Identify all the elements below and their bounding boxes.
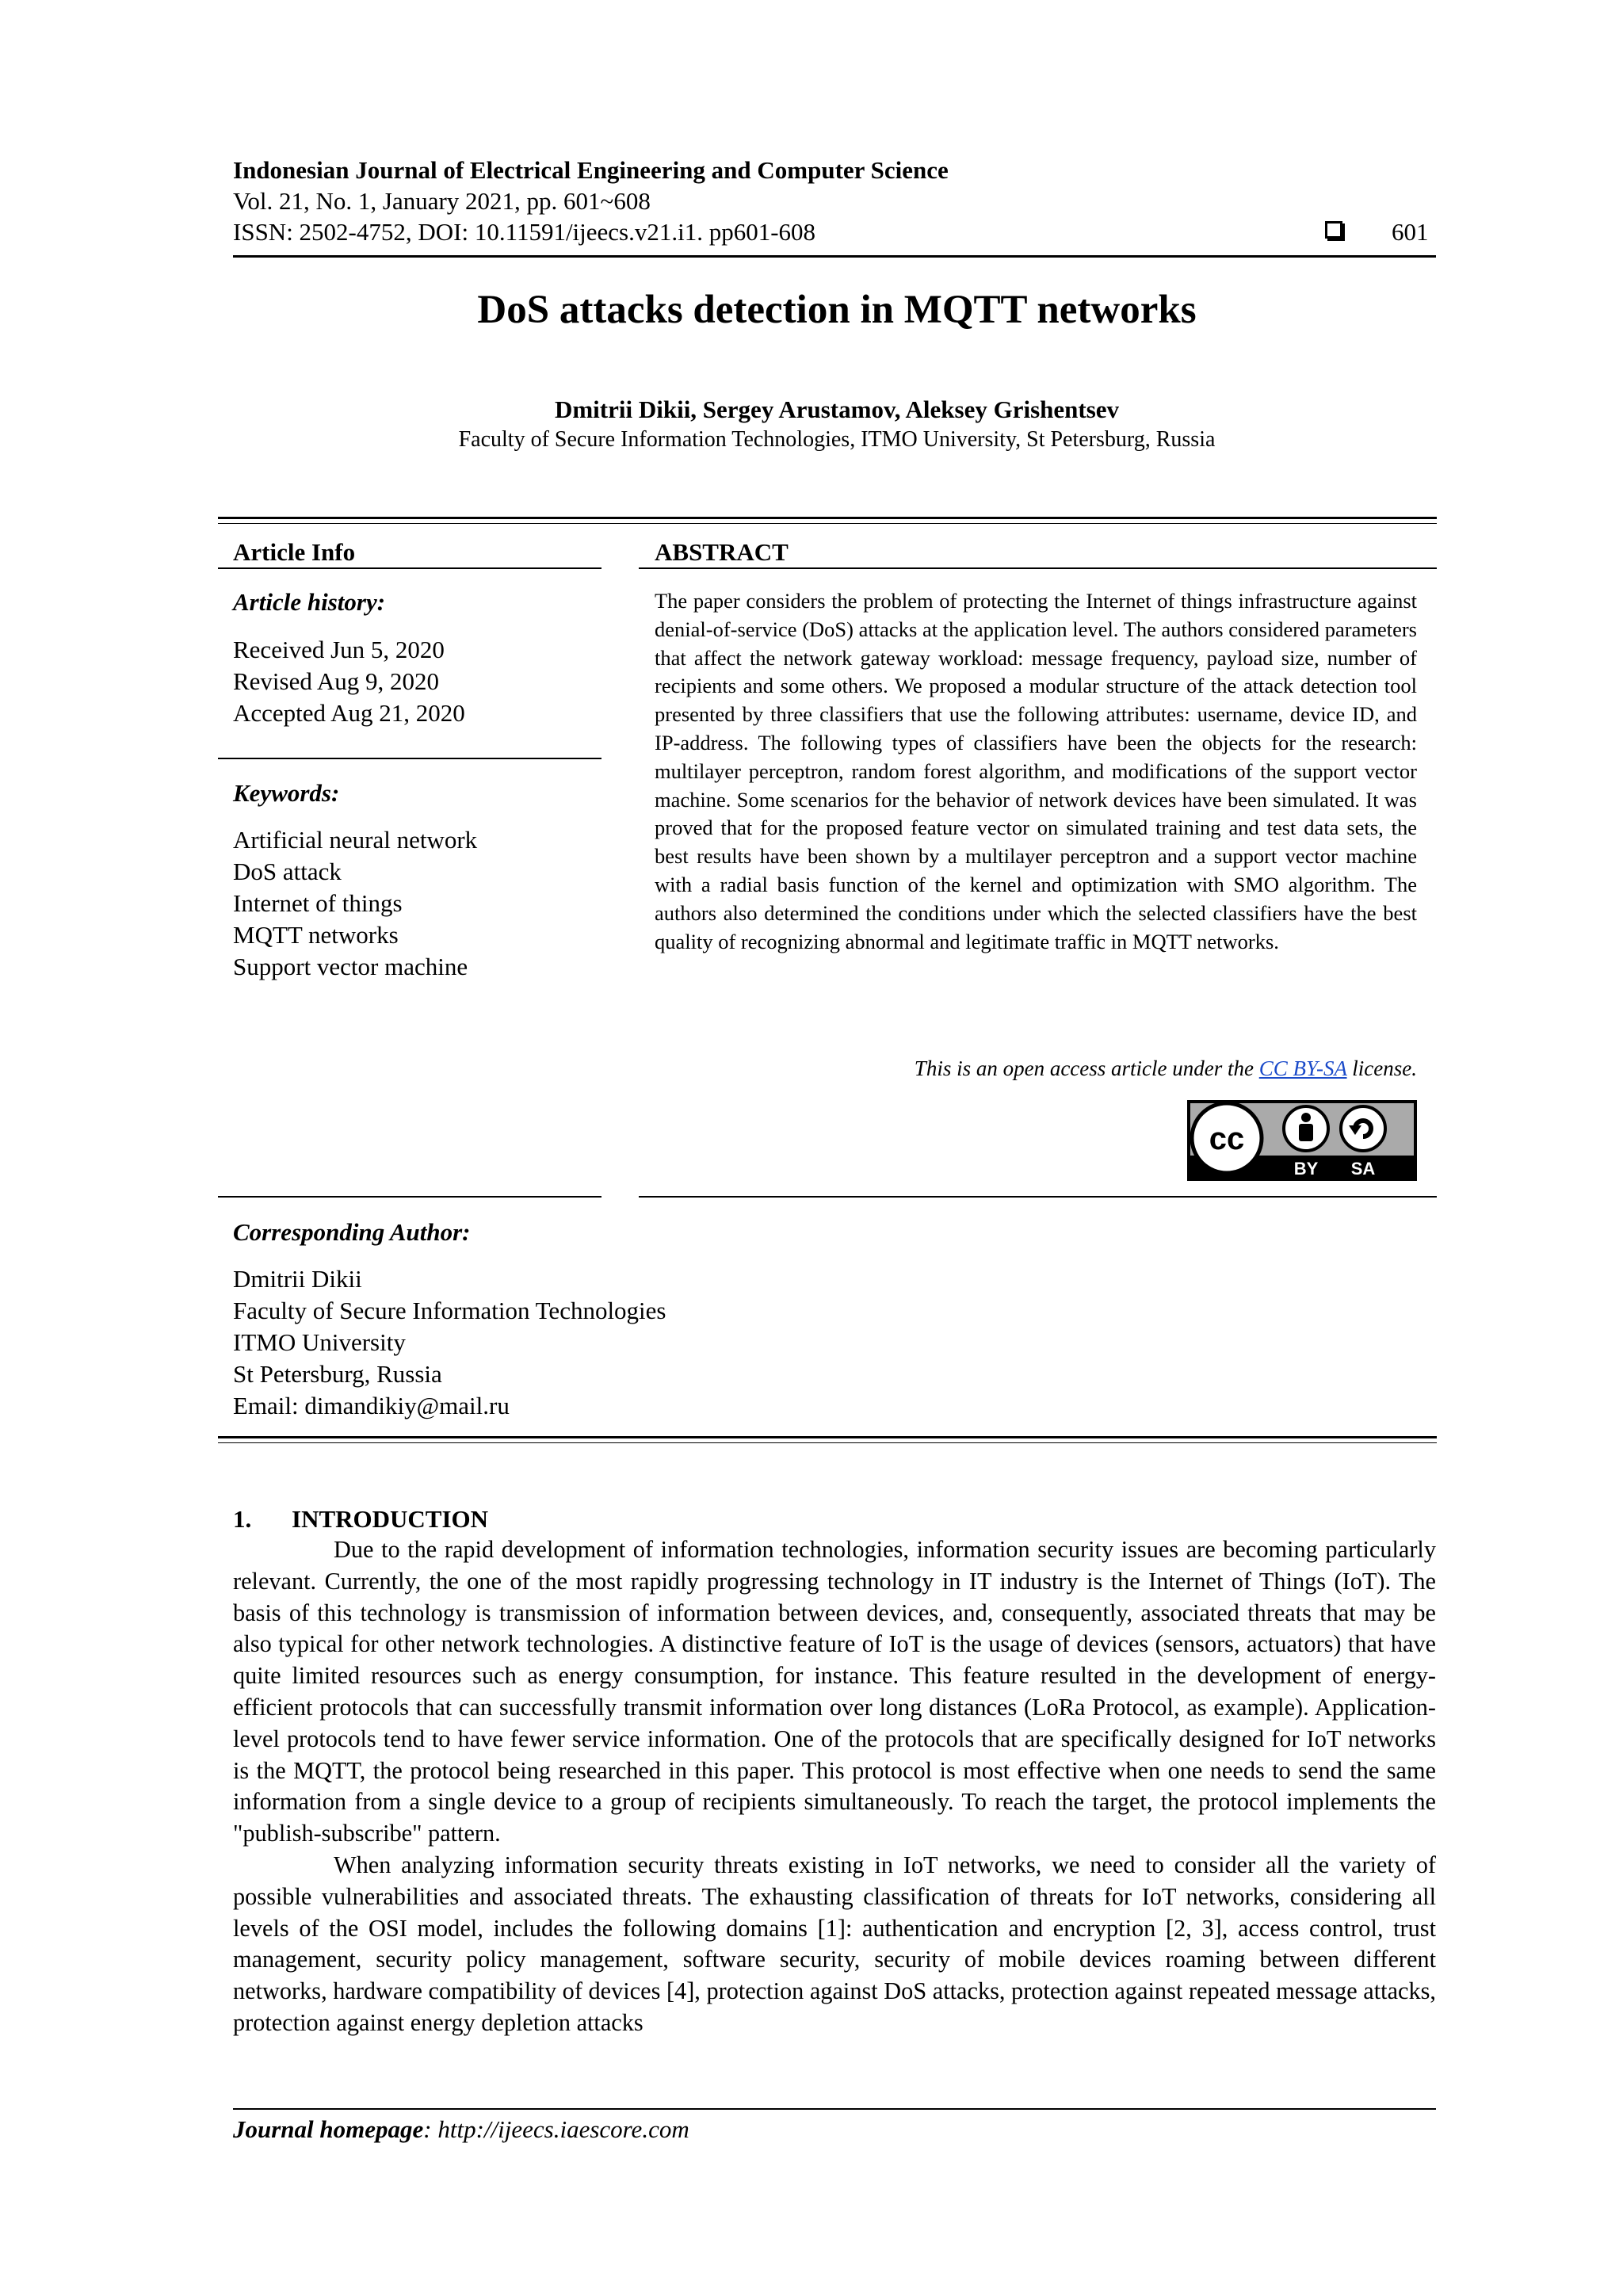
journal-homepage-footer bbox=[233, 2115, 689, 2145]
abstract-bottom-rule bbox=[639, 1196, 1437, 1198]
affiliation: Faculty of Secure Information Technologies, ITMO University, St Petersburg, Russia bbox=[458, 427, 1216, 452]
license-suffix: license. bbox=[1346, 1056, 1417, 1080]
share-alike-icon bbox=[1341, 1106, 1385, 1151]
history-revised: Revised Aug 9, 2020 bbox=[233, 667, 440, 695]
article-info-bottom-rule bbox=[218, 1196, 601, 1198]
page-number: 601 bbox=[1392, 218, 1429, 246]
article-info-heading: Article Info bbox=[233, 538, 356, 566]
paper-title: DoS attacks detection in MQTT networks bbox=[477, 288, 1197, 332]
abstract-text: The paper considers the problem of protecting the Internet of things infrastructure against denial-of-service (DoS) attacks at the application level. The authors considered parameters that affect the network gateway workload: message frequency, payload size, number of recipients and some others. We proposed a modular structure of the attack detection tool presented by three classifiers that use the following attributes: username, device ID, and IP-address. The following types of classifiers have been the objects for the research: multilayer perceptron, random forest algorithm, and modifications of the support vector machine. Some scenarios for the behavior of network devices have been simulated. It was proved that for the proposed feature vector on simulated training and test data sets, the best results have been shown by a multilayer perceptron and a support vector machine with a radial basis function of the kernel and optimization with SMO algorithm. The authors also determined the conditions under which the selected classifiers have the best quality of recognizing abnormal and legitimate traffic in MQTT networks. bbox=[655, 589, 1417, 953]
keyword-item: DoS attack bbox=[233, 858, 342, 885]
keyword-item: MQTT networks bbox=[233, 921, 399, 949]
keywords-list bbox=[233, 824, 477, 983]
body-paragraph: When analyzing information security threats existing in IoT networks, we need to consider all the variety of possible vulnerabilities and associated threats. The exhausting classification of threats for IoT networks, considering all levels of the OSI model, includes the following domains [1]: authentication and encryption [2, 3], access control, trust management, security policy management, software security, security of mobile devices roaming between different networks, hardware compatibility of devices [4], protection against DoS attacks, protection against repeated message attacks, protection against energy depletion attacks bbox=[233, 1851, 1436, 2036]
introduction-body bbox=[233, 1534, 1436, 2039]
corr-city: St Petersburg, Russia bbox=[233, 1360, 442, 1388]
corr-faculty: Faculty of Secure Information Technologies bbox=[233, 1297, 666, 1324]
info-box-top-rule-thin bbox=[218, 523, 1437, 524]
corr-email: Email: dimandikiy@mail.ru bbox=[233, 1392, 510, 1419]
corr-name: Dmitrii Dikii bbox=[233, 1265, 362, 1293]
header-rule bbox=[233, 255, 1436, 258]
info-box-bottom-rule bbox=[218, 1436, 1437, 1438]
volume-line: Vol. 21, No. 1, January 2021, pp. 601~608 bbox=[233, 187, 651, 215]
license-statement bbox=[655, 1054, 1417, 1083]
introduction-heading bbox=[233, 1504, 488, 1534]
keywords-heading: Keywords: bbox=[233, 779, 340, 807]
article-info-underline bbox=[218, 567, 601, 569]
cc-by-sa-badge[interactable] bbox=[1187, 1100, 1417, 1181]
cc-icon-text: cc bbox=[1209, 1121, 1245, 1156]
section-title: INTRODUCTION bbox=[292, 1505, 489, 1533]
body-paragraph: Due to the rapid development of information technologies, information security issues are becoming particularly relevant. Currently, the one of the most rapidly progressing technology in IT industry is the Internet of Things (IoT). The basis of this technology is transmission of information between devices, and, consequently, associated threats that may be also typical for other network technologies. A distinctive feature of IoT is the usage of devices (sensors, actuators) that have quite limited resources such as energy consumption, for instance. This feature resulted in the development of energy-efficient protocols that can successfully transmit information over long distances (LoRa Protocol, as example). Application-level protocols tend to have fewer service information. One of the protocols that are specifically designed for IoT networks is the MQTT, the protocol being researched in this paper. This protocol is most effective when one needs to send the same information from a single device to a group of recipients simultaneously. To reach the target, the protocol implements the "publish-subscribe" pattern. bbox=[233, 1536, 1436, 1847]
keyword-item: Artificial neural network bbox=[233, 826, 478, 854]
footer-rule bbox=[233, 2108, 1436, 2110]
corresponding-author-heading: Corresponding Author: bbox=[233, 1218, 471, 1246]
corr-university: ITMO University bbox=[233, 1328, 406, 1356]
footer-separator: : bbox=[423, 2115, 438, 2143]
badge-sa-label: SA bbox=[1350, 1159, 1376, 1179]
corresponding-author-details bbox=[233, 1263, 666, 1422]
abstract-underline bbox=[639, 567, 1437, 569]
person-icon bbox=[1284, 1106, 1328, 1151]
abstract-heading: ABSTRACT bbox=[655, 538, 789, 566]
journal-name: Indonesian Journal of Electrical Engineering and Computer Science bbox=[233, 156, 949, 184]
info-box-bottom-rule-thin bbox=[218, 1442, 1437, 1443]
page-square-icon bbox=[1325, 221, 1342, 239]
history-accepted: Accepted Aug 21, 2020 bbox=[233, 699, 465, 727]
badge-by-label: BY bbox=[1293, 1159, 1319, 1179]
history-received: Received Jun 5, 2020 bbox=[233, 636, 445, 663]
keywords-separator bbox=[218, 758, 601, 759]
article-history-heading: Article history: bbox=[233, 588, 386, 616]
issn-doi-line: ISSN: 2502-4752, DOI: 10.11591/ijeecs.v21.i1. pp601-608 bbox=[233, 218, 816, 246]
keyword-item: Internet of things bbox=[233, 889, 403, 917]
keyword-item: Support vector machine bbox=[233, 953, 468, 980]
footer-url[interactable]: http://ijeecs.iaescore.com bbox=[437, 2115, 689, 2143]
cc-by-sa-link[interactable]: CC BY-SA bbox=[1258, 1056, 1347, 1080]
license-prefix: This is an open access article under the bbox=[914, 1056, 1259, 1080]
info-box-top-rule bbox=[218, 517, 1437, 519]
author-list: Dmitrii Dikii, Sergey Arustamov, Aleksey Grishentsev bbox=[554, 395, 1120, 423]
section-number: 1. bbox=[233, 1505, 252, 1533]
article-history-list bbox=[233, 634, 465, 729]
footer-label: Journal homepage bbox=[233, 2115, 424, 2143]
